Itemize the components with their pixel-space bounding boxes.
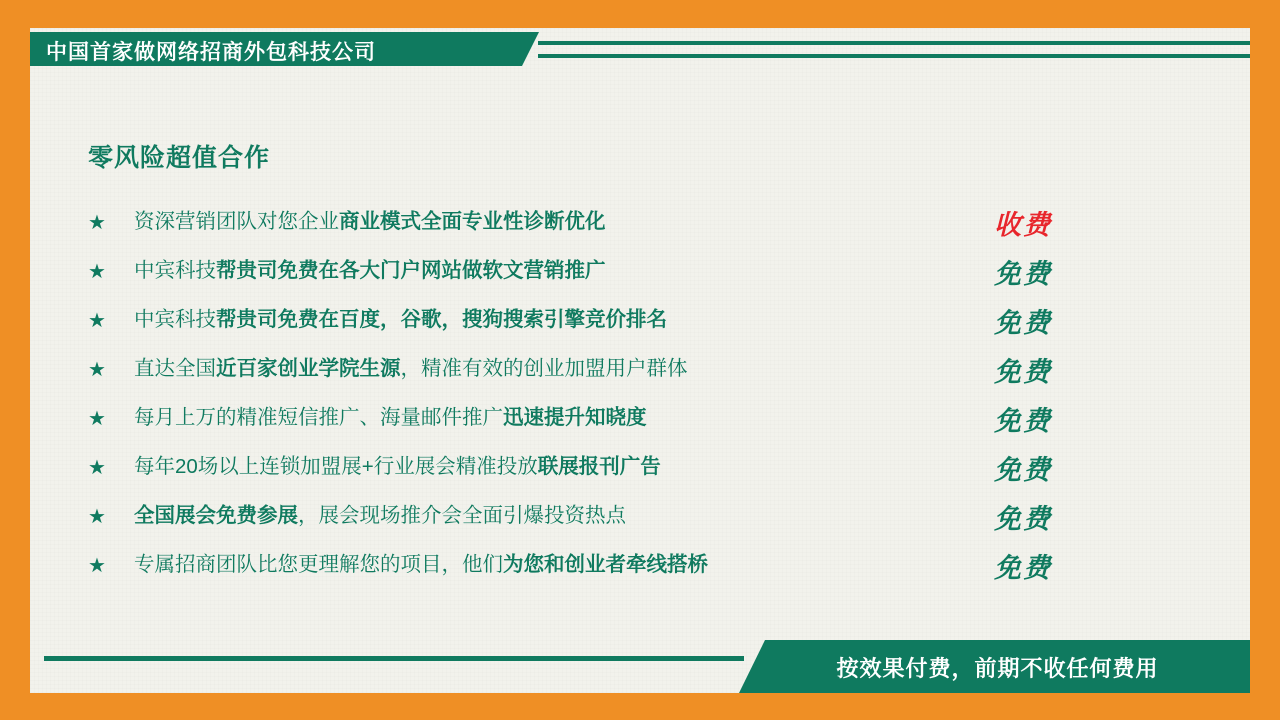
list-item-text-plain: 直达全国 <box>134 357 216 381</box>
star-icon: ★ <box>88 505 106 528</box>
header-banner <box>30 32 522 66</box>
star-icon: ★ <box>88 407 106 430</box>
star-icon: ★ <box>88 554 106 577</box>
list-item-text-plain: 每月上万的精准短信推广、海量邮件推广 <box>134 406 503 430</box>
list-item-text-plain: 专属招商团队比您更理解您的项目，他们 <box>134 553 503 577</box>
page-title: 零风险超值合作 <box>88 144 271 172</box>
star-icon: ★ <box>88 456 106 479</box>
price-badge: 免费 <box>994 406 1052 437</box>
star-icon: ★ <box>88 309 106 332</box>
price-badge: 免费 <box>994 259 1052 290</box>
list-item-text-tail: ，展会现场推介会全面引爆投资热点 <box>298 504 626 528</box>
list-item-text <box>134 504 1088 529</box>
list-item-text <box>134 210 1088 235</box>
list-item <box>88 394 1088 443</box>
list-item-text <box>134 553 1088 578</box>
list-item-text-bold: 商业模式全面专业性诊断优化 <box>339 210 606 234</box>
list-item-text-bold: 近百家创业学院生源 <box>216 357 401 381</box>
star-icon: ★ <box>88 211 106 234</box>
list-item-text-tail: ，精准有效的创业加盟用户群体 <box>400 357 688 381</box>
price-badge: 免费 <box>994 308 1052 339</box>
list-item-text-plain: 每年20场以上连锁加盟展+行业展会精准投放 <box>134 455 538 479</box>
star-icon: ★ <box>88 358 106 381</box>
price-badge: 收费 <box>994 210 1052 241</box>
price-badge: 免费 <box>994 504 1052 535</box>
list-item-text <box>134 406 1088 431</box>
list-item <box>88 296 1088 345</box>
list-item-text-bold: 帮贵司免费在百度，谷歌，搜狗搜索引擎竞价排名 <box>216 308 667 332</box>
list-item <box>88 492 1088 541</box>
list-item-text-bold: 全国展会免费参展 <box>134 504 298 528</box>
list-item <box>88 345 1088 394</box>
list-item-text-plain: 资深营销团队对您企业 <box>134 210 339 234</box>
price-badge: 免费 <box>994 357 1052 388</box>
list-item <box>88 198 1088 247</box>
list-item-text <box>134 259 1088 284</box>
list-item <box>88 443 1088 492</box>
footer-rule <box>44 656 744 661</box>
list-item-text-plain: 中宾科技 <box>134 308 216 332</box>
price-badge: 免费 <box>994 455 1052 486</box>
list-item-text-bold: 为您和创业者牵线搭桥 <box>503 553 708 577</box>
benefit-list <box>88 198 1088 590</box>
list-item-text <box>134 308 1088 333</box>
list-item-text-bold: 帮贵司免费在各大门户网站做软文营销推广 <box>216 259 606 283</box>
header-rule-bottom <box>538 54 1250 58</box>
list-item-text-bold: 联展报刊广告 <box>537 455 661 479</box>
list-item-text <box>134 357 1088 382</box>
header-rule-top <box>538 41 1250 45</box>
footer-banner <box>765 640 1250 693</box>
list-item-text <box>134 455 1088 480</box>
list-item-text-bold: 迅速提升知晓度 <box>503 406 647 430</box>
footer-text: 按效果付费，前期不收任何费用 <box>836 656 1159 681</box>
list-item <box>88 541 1088 590</box>
footer-bar <box>30 640 1250 693</box>
header-bar <box>30 32 1250 66</box>
list-item-text-plain: 中宾科技 <box>134 259 216 283</box>
price-badge: 免费 <box>994 553 1052 584</box>
header-title: 中国首家做网络招商外包科技公司 <box>46 41 376 64</box>
star-icon: ★ <box>88 260 106 283</box>
list-item <box>88 247 1088 296</box>
